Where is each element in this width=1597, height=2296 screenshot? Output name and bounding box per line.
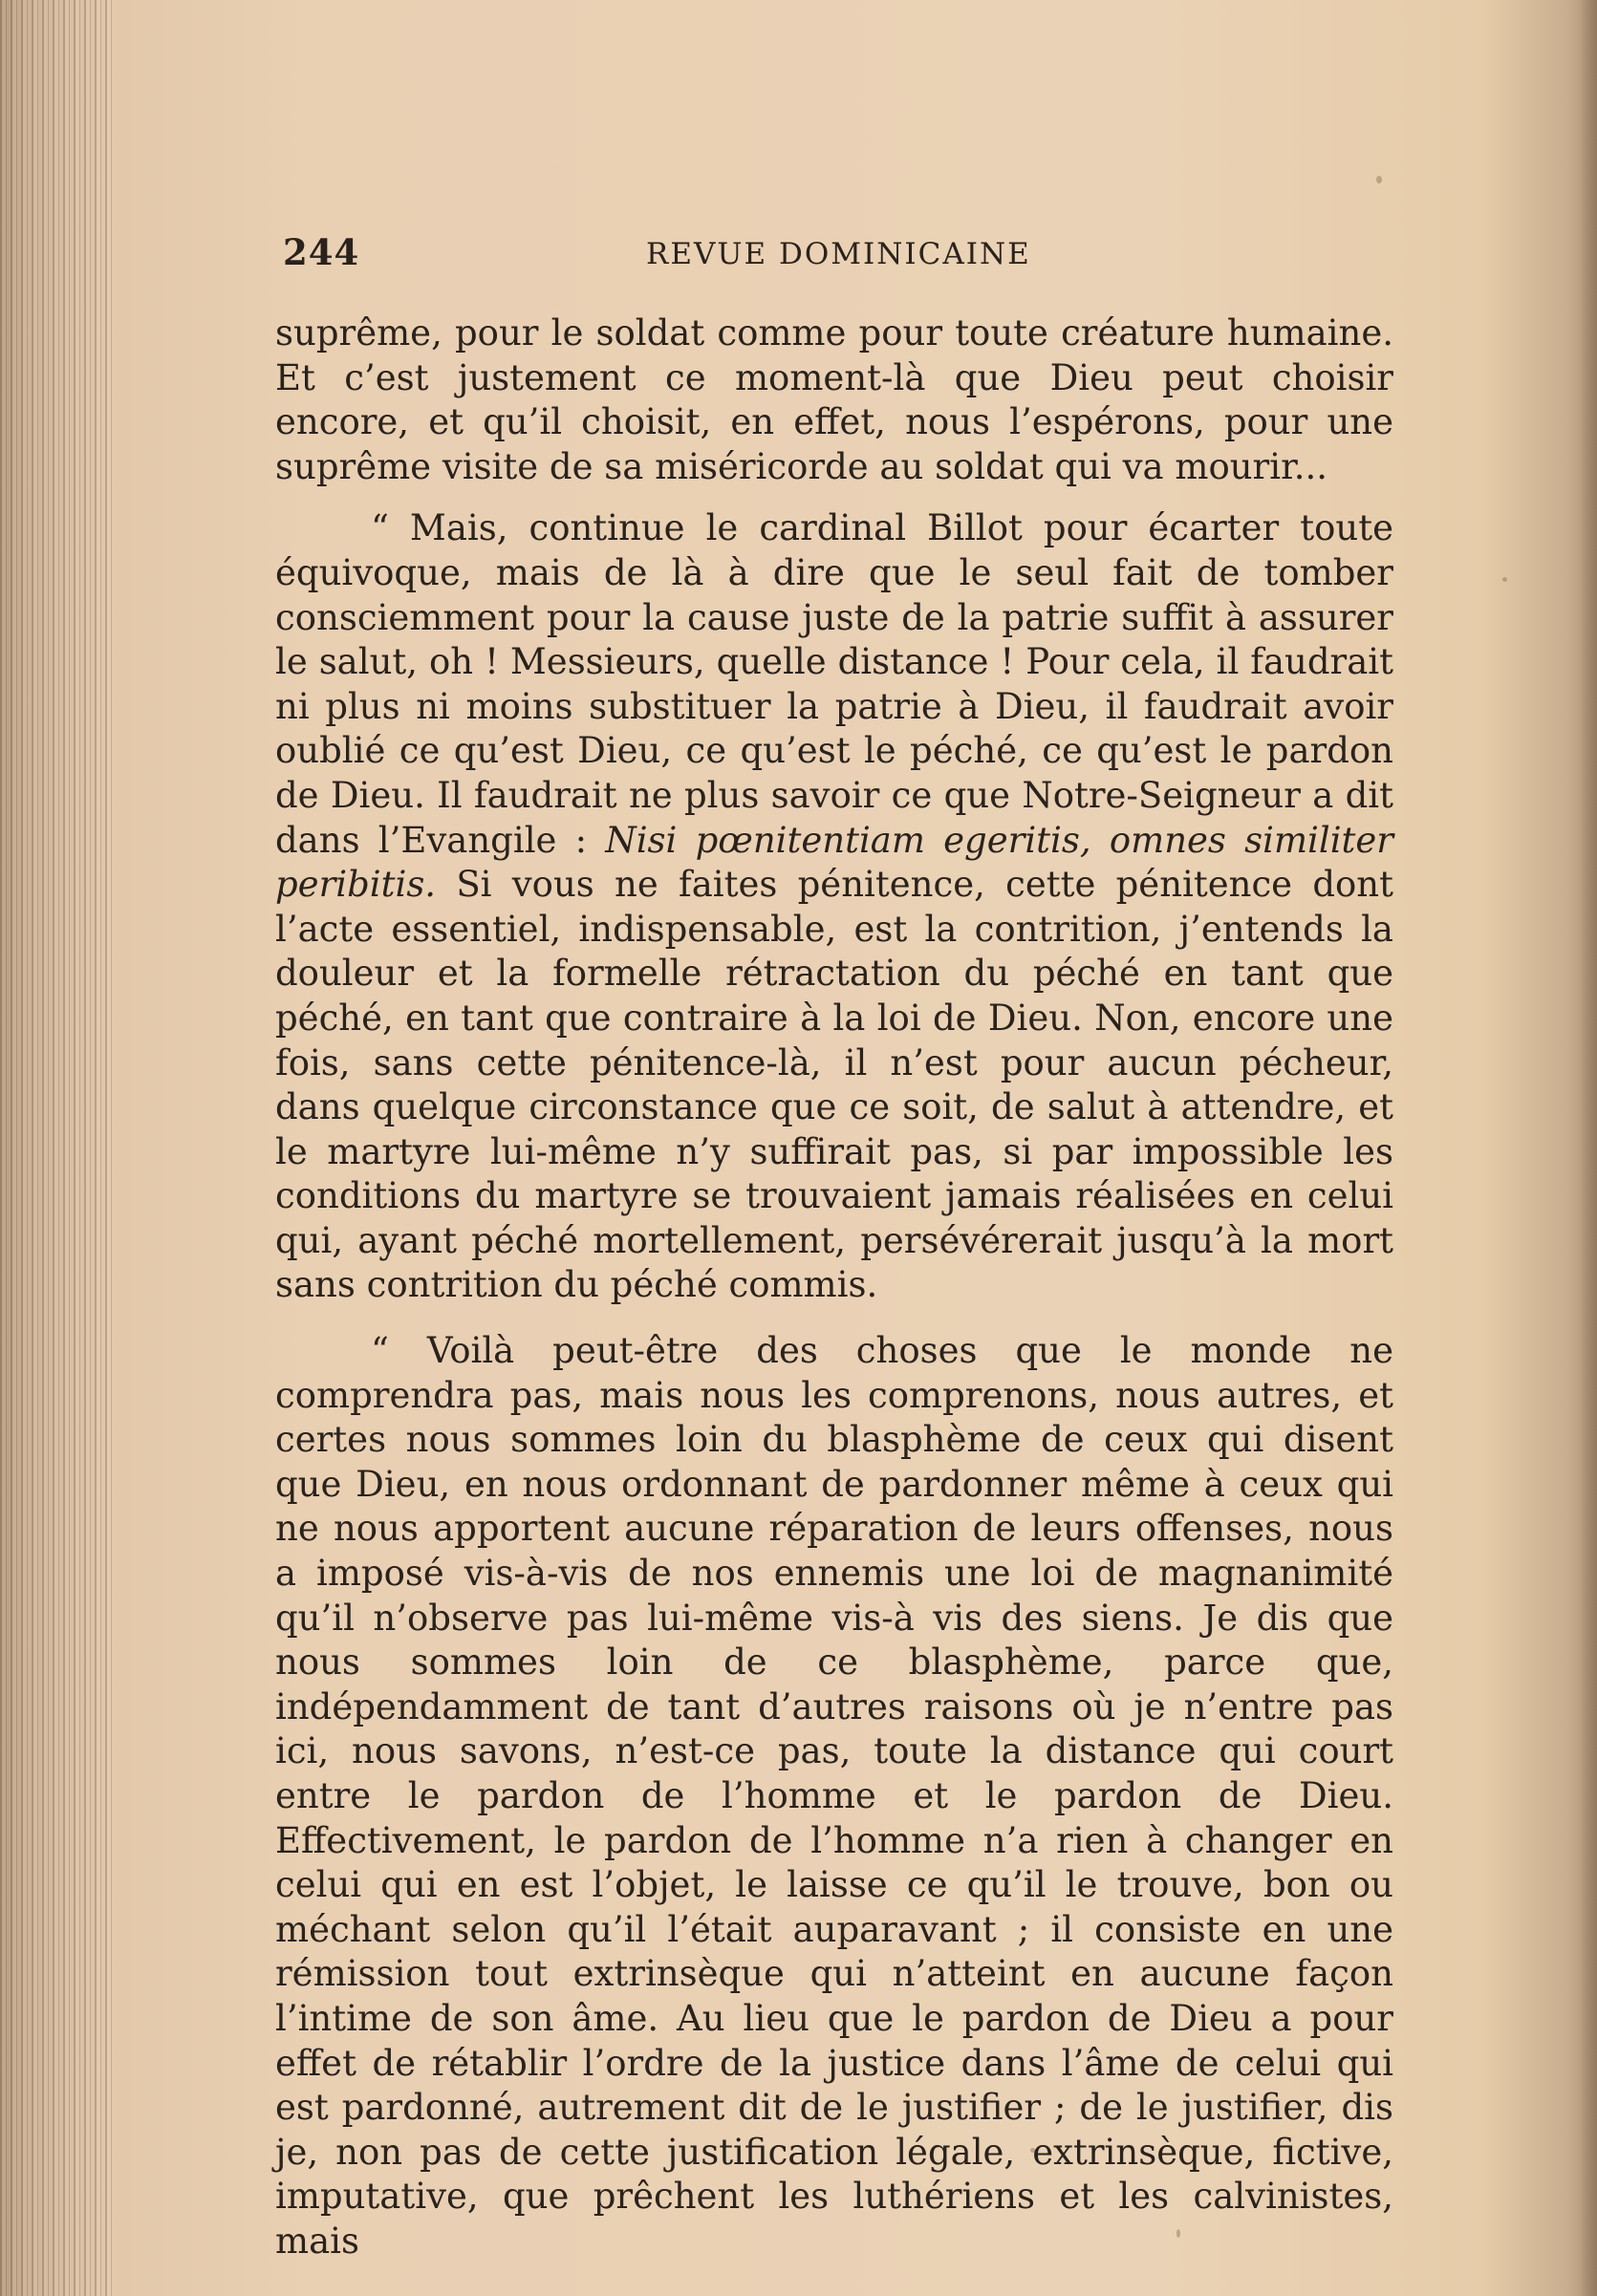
page-right-edge-shadow — [1580, 0, 1597, 2296]
paragraph-3 — [275, 1329, 1393, 2264]
running-head — [283, 231, 1392, 279]
body-text — [275, 311, 1393, 2264]
latin-quotation: Nisi pœnitentiam egeritis, omnes similiter peribitis. — [275, 819, 1393, 906]
paper-spot — [1376, 176, 1382, 183]
journal-title: REVUE DOMINICAINE — [646, 237, 1031, 271]
paragraph-2 — [275, 506, 1393, 1308]
paragraph-2-text-continued: Si vous ne faites pénitence, cette pénitence dont l’acte essentiel, indispensable, est la contrition, j’entends la douleur et la formelle rétractation du péché en tant que péché, en tant que contraire à la loi de Dieu. Non, encore une fois, sans cette pénitence-là, il n’est pour aucun pécheur, dans quelque circonstance que ce soit, de salut à attendre, et le martyre lui-même n’y suffirait pas, si par impossible les conditions du martyre se trouvaient jamais réalisées en celui qui, ayant péché mortellement, persévérerait jusqu’à la mort sans contrition du péché commis. — [275, 864, 1393, 1306]
paragraph-1-text: suprême, pour le soldat comme pour toute créature humaine. Et c’est justement ce moment-là que Dieu peut choisir encore, et qu’il choisit, en effet, nous l’espérons, pour une suprême visite de sa miséricorde au soldat qui va mourir... — [275, 312, 1393, 487]
paper-spot — [1502, 577, 1507, 582]
page-number: 244 — [283, 231, 360, 273]
paragraph-1 — [275, 311, 1393, 489]
book-spine-edge — [0, 0, 115, 2296]
paragraph-2-text: “ Mais, continue le cardinal Billot pour écarter toute équivoque, mais de là à dire que le seul fait de tomber consciemment pour la cause juste de la patrie suffit à assurer le salut, oh ! Messieurs, quelle distance ! Pour cela, il faudrait ni plus ni moins substituer la patrie à Dieu, il faudrait avoir oublié ce qu’est Dieu, ce qu’est le péché, ce qu’est le pardon de Dieu. Il faudrait ne plus savoir ce que Notre-Seigneur a dit dans l’Evangile : — [275, 507, 1393, 861]
paragraph-3-text: “ Voilà peut-être des choses que le monde ne comprendra pas, mais nous les comprenons, nous autres, et certes nous sommes loin du blasphème de ceux qui disent que Dieu, en nous ordonnant de pardonner même à ceux qui ne nous apportent aucune réparation de leurs offenses, nous a imposé vis-à-vis de nos ennemis une loi de magnanimité qu’il n’observe pas lui-même vis-à vis des siens. Je dis que nous sommes loin de ce blasphème, parce que, indépendamment de tant d’autres raisons où je n’entre pas ici, nous savons, n’est-ce pas, toute la distance qui court entre le pardon de l’homme et le pardon de Dieu. Effectivement, le pardon de l’homme n’a rien à changer en celui qui en est l’objet, le laisse ce qu’il le trouve, bon ou méchant selon qu’il l’était auparavant ; il consiste en une rémission tout extrinsèque qui n’atteint en aucune façon l’intime de son âme. Au lieu que le pardon de Dieu a pour effet de rétablir l’ordre de la justice dans l’âme de celui qui est pardonné, autrement dit de le justifier ; de le justifier, dis je, non pas de cette justification légale, extrinsèque, fictive, imputative, que prêchent les luthériens et les calvinistes, mais — [275, 1330, 1393, 2262]
